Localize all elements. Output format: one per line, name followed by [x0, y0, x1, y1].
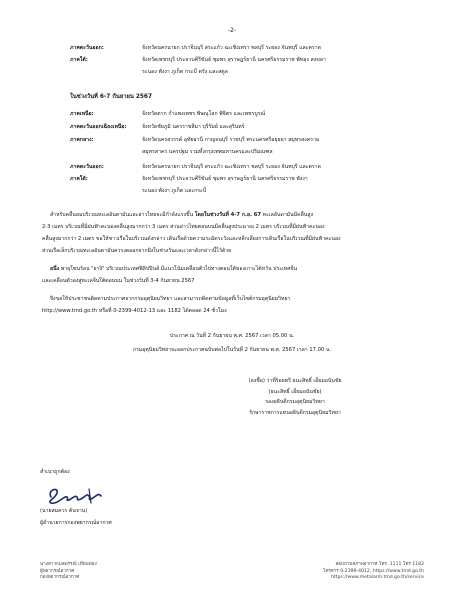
footer-fax-website[interactable]: โทรสาร 0-2399-4012, https://www.tmd.go.th — [322, 568, 424, 574]
announcement-next: กรมอุตุนิยมวิทยาจะออกประกาศฉบับต่อไปในวันที่ 2 กันยายน พ.ศ. 2567 เวลา 17.00 น. — [132, 347, 332, 353]
region-label: ภาคใต้: — [70, 176, 88, 182]
region-provinces: จังหวัดนครนายก ปราจีนบุรี สระแก้ว ฉะเชิงเทรา ชลบุรี ระยอง จันทบุรี และตราด — [142, 45, 321, 51]
advice-paragraph-line2: http://www.tmd.go.th หรือที่ 0-2399-4012-13 และ 1182 ได้ตลอด 24 ชั่วโมง — [42, 308, 227, 314]
region-label: ภาคตะวันออก: — [70, 45, 104, 51]
region-provinces: จังหวัดตาก กำแพงเพชร พิษณุโลก พิจิตร และเพชรบูรณ์ — [142, 111, 266, 117]
footer-contact-left — [40, 562, 97, 582]
certifier-name: (นายสมควร ต้นจาน) — [40, 508, 88, 514]
footer-contact-right — [323, 562, 424, 582]
region-label: ภาคตะวันออก: — [70, 164, 104, 170]
region-label: ภาคเหนือ: — [70, 111, 94, 117]
region-provinces-line2: ระนอง พังงา ภูเก็ต กระบี่ ตรัง และสตูล — [142, 69, 228, 75]
region-label: ภาคใต้: — [70, 57, 88, 63]
region-label: ภาคตะวันออกเฉียงเหนือ: — [70, 124, 127, 130]
signer-name: (ธนะสิทธิ์ เอี่ยมอนันชัย) — [268, 388, 322, 395]
wave-paragraph-line1 — [42, 212, 424, 219]
region-provinces-line2: สมุทรสาคร นครปฐม รวมทั้งกรุงเทพมหานครและปริมณฑล — [142, 149, 273, 155]
region-provinces: จังหวัดชัยภูมิ นครราชสีมา บุรีรัมย์ และสุรินทร์ — [142, 124, 245, 130]
storm-note-label: อนึ่ง — [50, 266, 60, 272]
region-provinces-line1: จังหวัดนครสวรรค์ อุทัยธานี กาญจนบุรี ราชบุรี พระนครศรีอยุธยา สมุทรสงคราม — [142, 137, 320, 143]
certifier-position: ผู้อำนวยการกองพยากรณ์อากาศ — [40, 520, 112, 526]
region-provinces-line1: จังหวัดเพชรบุรี ประจวบคีรีขันธ์ ชุมพร สุราษฎร์ธานี นครศรีธรรมราช พัทลุง สงขลา — [142, 57, 326, 63]
handwritten-signature — [45, 483, 107, 507]
footer-hotline: สอบถามสภาพอากาศ โทร. 1111 โทร 1182 — [335, 562, 424, 567]
wave-paragraph-line4: ส่วนเรือเล็กบริเวณทะเลอันดามันควรงดออกจากฝั่งในช่วงวันและเวลาดังกล่าวนี้ไว้ด้วย — [42, 248, 232, 254]
wave-text: ทะเลอันดามันมีคลื่นสูง — [261, 212, 314, 218]
wave-date-range: โดยในช่วงวันที่ 4-7 ก.ย. 67 — [194, 212, 261, 218]
wave-paragraph-line2: 2-3 เมตร บริเวณที่มีฝนฟ้าคะนองคลื่นสูงมากกว่า 3 เมตร ส่วนอ่าวไทยตอนบนมีคลื่นสูงประมาณ 2 เมตร บริเวณที่มีฝนฟ้าคะนอง — [42, 224, 325, 230]
page-number: -2- — [227, 27, 237, 34]
signature-block — [210, 378, 380, 416]
storm-paragraph-line2: และเคลื่อนตัวลงสู่ทะเลจีนใต้ตอนบน ในช่วงวันที่ 3-4 กันยายน 2567 — [42, 278, 195, 284]
region-provinces-line2: ระนอง พังงา ภูเก็ต และกระบี่ — [142, 188, 207, 194]
signer-title: รองอธิบดีกรมอุตุนิยมวิทยา — [265, 399, 325, 405]
section-heading: ในช่วงวันที่ 6-7 กันยายน 2567 — [70, 94, 152, 100]
certified-copy-label: สำเนาถูกต้อง — [40, 469, 70, 475]
wave-paragraph-line3: คลื่นสูงมากกว่า 2 เมตร ขอให้ชาวเรือในบริเวณดังกล่าว เดินเรือด้วยความระมัดระวังและหลีกเลี่ยงการเดินเรือในบริเวณที่มีฝนฟ้าคะนอง — [42, 236, 341, 242]
footer-author: นางสาวกมลพรรณ์ เทียนทอง — [40, 562, 97, 567]
footer-division: กองพยากรณ์อากาศ — [40, 575, 80, 581]
region-label: ภาคกลาง: — [70, 137, 94, 143]
advice-paragraph-line1: จึงขอให้ประชาชนติดตามประกาศจากกรมอุตุนิยมวิทยา และสามารถติดตามข้อมูลที่เว็บไซต์กรมอุตุนิยมวิทยา — [50, 296, 291, 302]
announcement-issued: ประกาศ ณ วันที่ 2 กันยายน พ.ศ. 2567 เวลา 05.00 น. — [169, 333, 295, 339]
wave-intro: สำหรับคลื่นลมบริเวณทะเลอันดามันและอ่าวไทยจะมีกำลังแรงขึ้น — [50, 212, 195, 218]
footer-service-link[interactable]: https://www.metalarm.tmd.go.th/service — [330, 575, 424, 581]
storm-text: พายุโซนร้อน "ยางิ" บริเวณประเทศฟิลิปปินส์ มีแนวโน้มเคลื่อนตัวไปทางตอนใต้ของเกาะไต้หวัน ประเทศจีน — [59, 266, 298, 272]
region-provinces: จังหวัดนครนายก ปราจีนบุรี สระแก้ว ฉะเชิงเทรา ชลบุรี ระยอง จันทบุรี และตราด — [142, 164, 321, 170]
signer-acting-title: รักษาราชการแทนอธิบดีกรมอุตุนิยมวิทยา — [249, 409, 341, 416]
region-provinces-line1: จังหวัดเพชรบุรี ประจวบคีรีขันธ์ ชุมพร สุราษฎร์ธานี นครศรีธรรมราช พังงา — [142, 176, 308, 182]
footer-author-role: ผู้พยากรณ์อากาศ — [40, 568, 75, 574]
signed-line: (ลงชื่อ) ว่าที่ร้อยตรี ธนะสิทธิ์ เอี่ยมอนันชัย — [248, 378, 342, 384]
storm-paragraph-line1 — [42, 266, 424, 273]
